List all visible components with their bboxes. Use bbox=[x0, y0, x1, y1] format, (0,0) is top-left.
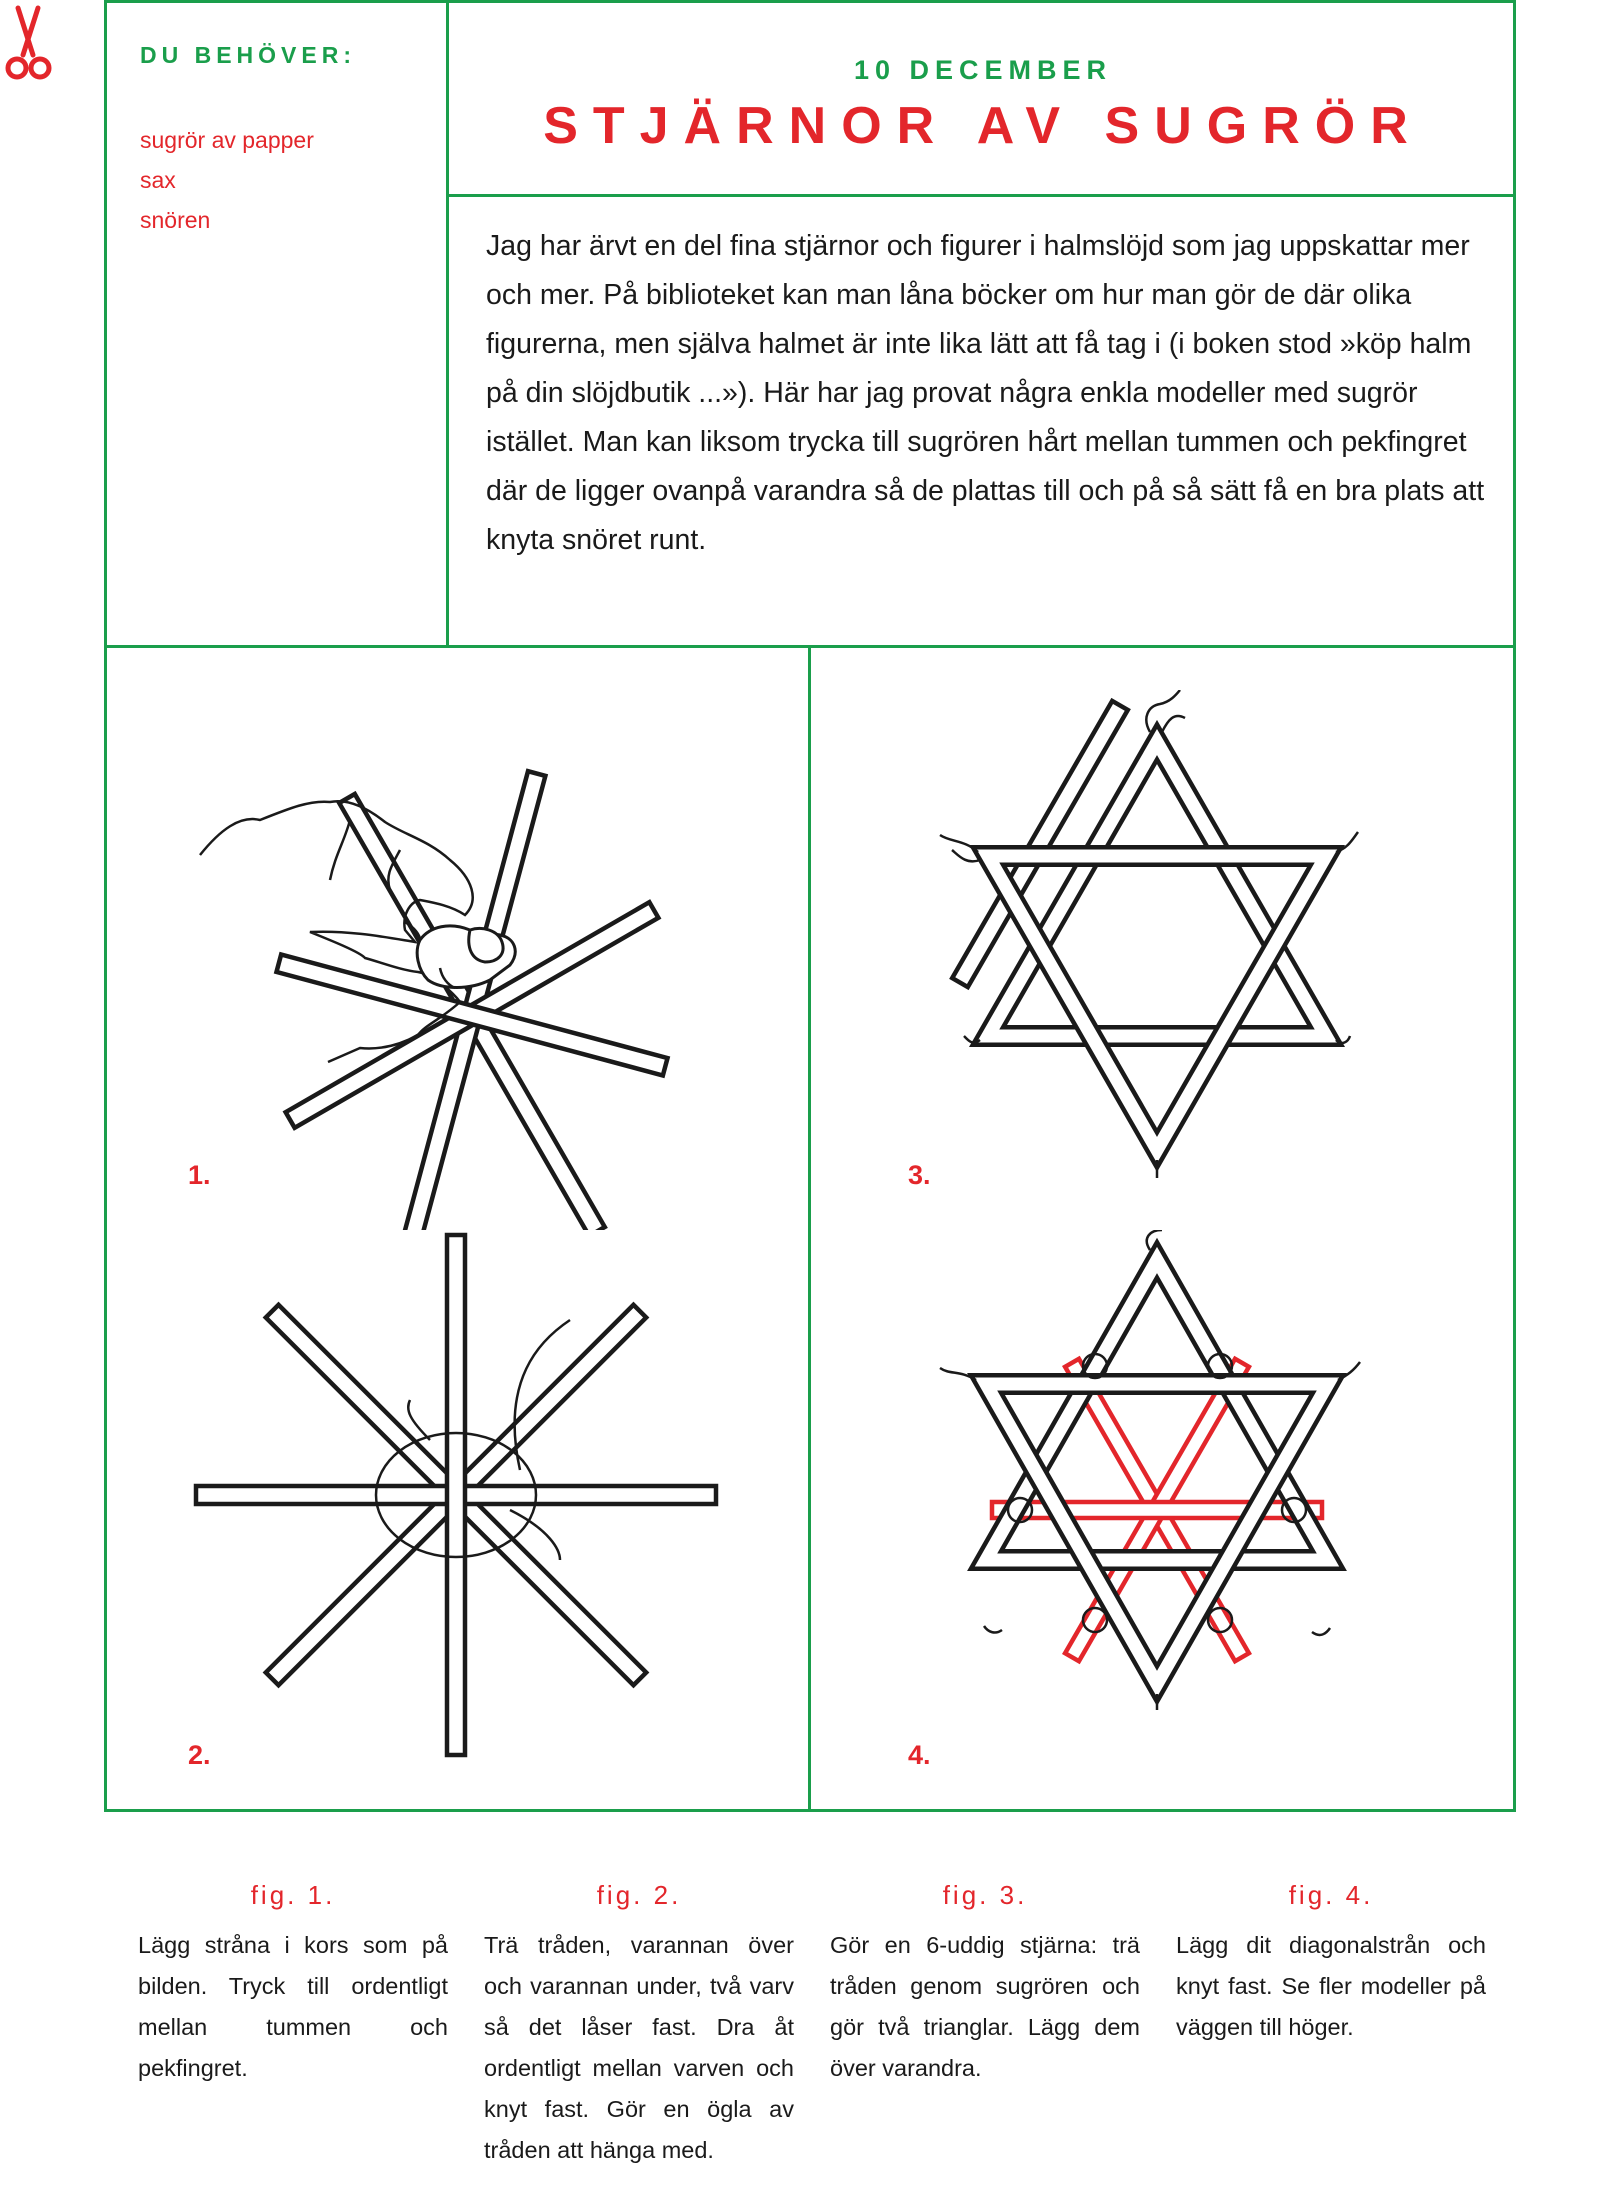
figures-divider bbox=[808, 645, 811, 1812]
needs-list bbox=[140, 120, 314, 240]
scissors-icon bbox=[0, 0, 60, 90]
caption-text-2: Trä tråden, varannan över och varannan under, två varv så det låser fast. Dra åt ordentligt mellan varven och knyt fast. Gör en ögla av tråden att hänga med. bbox=[484, 1932, 794, 2163]
caption-title-4: fig. 4. bbox=[1288, 1880, 1374, 1910]
title-divider bbox=[446, 194, 1516, 197]
needs-item: snören bbox=[140, 207, 211, 233]
figure-4-illustration bbox=[880, 1230, 1420, 1790]
header-divider bbox=[446, 0, 449, 648]
figure-label-2: 2. bbox=[188, 1740, 211, 1770]
caption-text-1: Lägg stråna i kors som på bilden. Tryck till ordentligt mellan tummen och pekfingret. bbox=[138, 1932, 448, 2081]
page-title: STJÄRNOR AV SUGRÖR bbox=[543, 97, 1423, 155]
needs-item: sax bbox=[140, 167, 176, 193]
caption-text-4: Lägg dit diagonalstrån och knyt fast. Se fler modeller på väggen till höger. bbox=[1176, 1932, 1486, 2040]
needs-item: sugrör av papper bbox=[140, 127, 314, 153]
caption-title-1: fig. 1. bbox=[250, 1880, 336, 1910]
caption-title-3: fig. 3. bbox=[942, 1880, 1028, 1910]
figure-3-illustration bbox=[880, 690, 1420, 1230]
caption-title-2: fig. 2. bbox=[596, 1880, 682, 1910]
figure-1-illustration bbox=[180, 690, 740, 1230]
figure-label-1: 1. bbox=[188, 1160, 211, 1190]
figure-label-4: 4. bbox=[908, 1740, 931, 1770]
figure-label-3: 3. bbox=[908, 1160, 931, 1190]
needs-heading: DU BEHÖVER: bbox=[140, 42, 357, 68]
date-label: 10 DECEMBER bbox=[853, 55, 1113, 85]
figure-2-illustration bbox=[180, 1230, 740, 1790]
intro-text: Jag har ärvt en del fina stjärnor och figurer i halmslöjd som jag uppskattar mer och mer. På biblioteket kan man låna böcker om hur man gör de där olika figurerna, men själva halmet är inte lika lätt att få tag i (i boken stod »köp halm på din slöjdbutik ...»). Här har jag provat några enkla modeller med sugrör istället. Man kan liksom trycka till sugrören hårt mellan tummen och pekfingret där de ligger ovanpå varandra så de plattas till och på så sätt få en bra plats att knyta snöret runt. bbox=[486, 230, 1485, 556]
caption-text-3: Gör en 6-uddig stjärna: trä tråden genom sugrören och gör två trianglar. Lägg dem över varandra. bbox=[830, 1932, 1140, 2081]
